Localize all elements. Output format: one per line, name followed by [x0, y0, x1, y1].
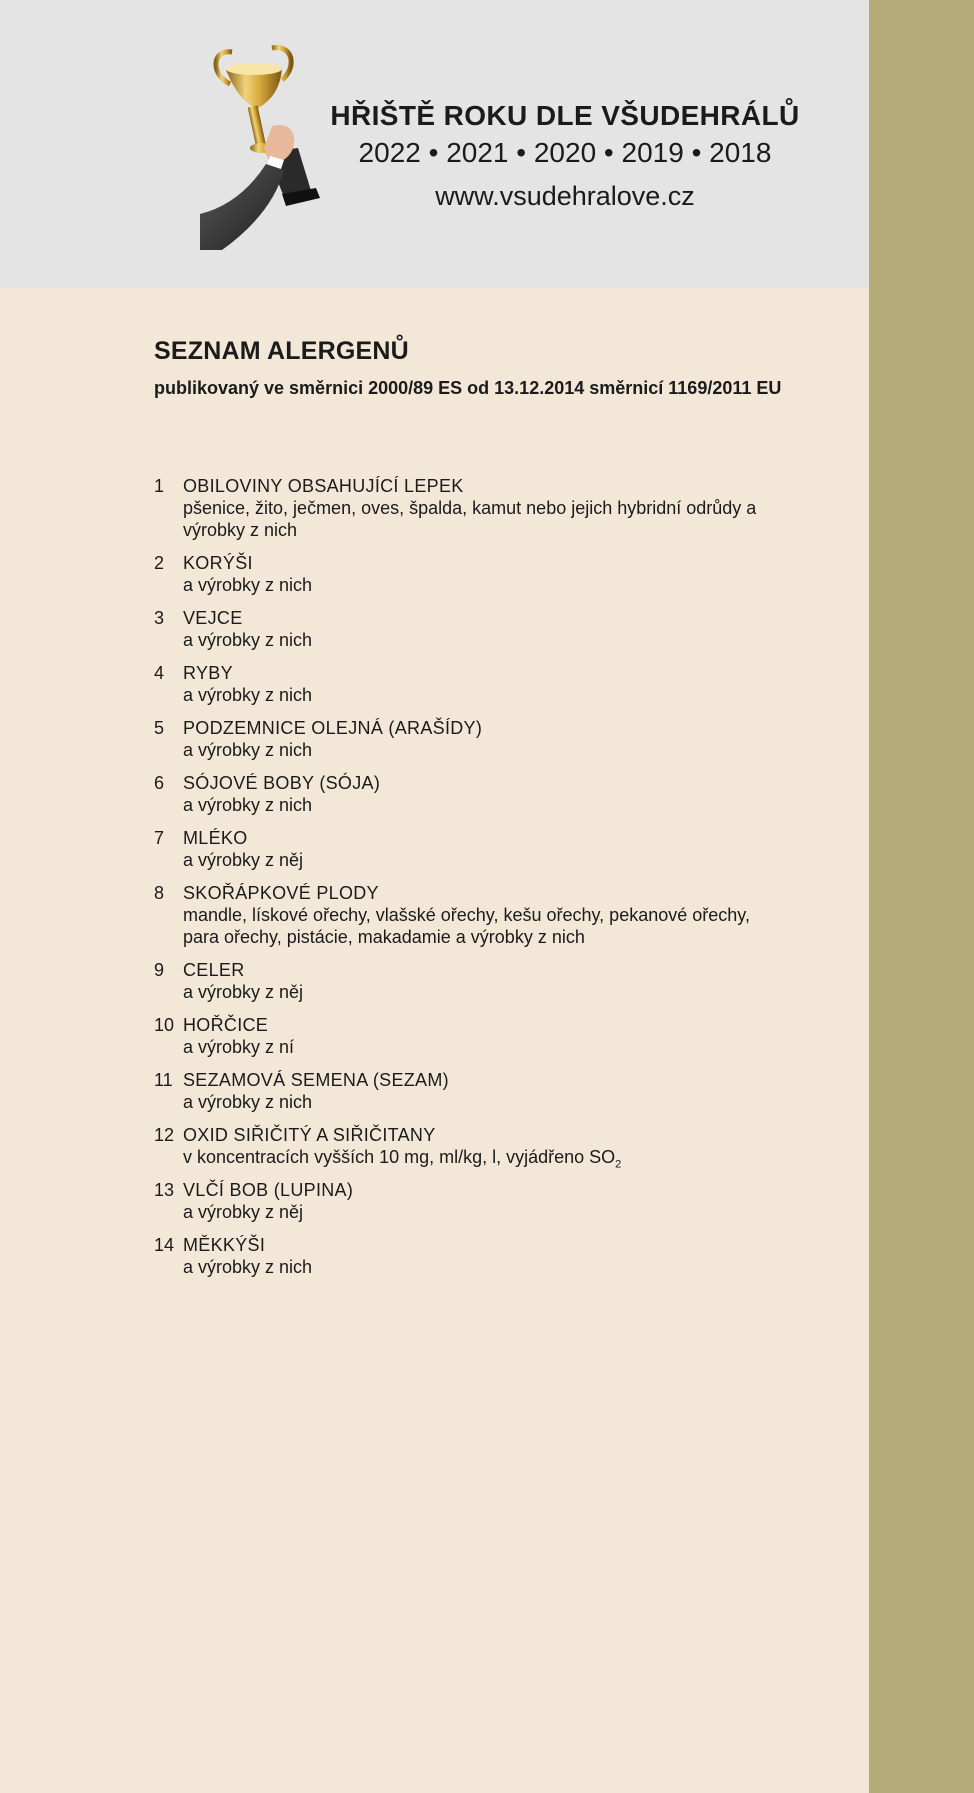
- allergen-item: [154, 1234, 854, 1278]
- allergen-name: VLČÍ BOB (LUPINA): [183, 1180, 354, 1200]
- allergen-item: [154, 607, 854, 651]
- document-title: SEZNAM ALERGENŮ: [154, 337, 409, 365]
- header-title: HŘIŠTĚ ROKU DLE VŠUDEHRÁLŮ: [330, 100, 800, 131]
- allergen-description: a výrobky z něj: [183, 850, 304, 870]
- allergen-item: [154, 772, 854, 816]
- allergen-name: VEJCE: [183, 608, 243, 628]
- allergen-item: [154, 1124, 854, 1171]
- allergen-number: 12: [154, 1125, 175, 1145]
- chemical-subscript: 2: [615, 1158, 622, 1171]
- allergen-name: HOŘČICE: [183, 1015, 269, 1035]
- allergen-item: [154, 1179, 854, 1223]
- allergen-number: 7: [154, 828, 165, 848]
- allergen-number: 10: [154, 1015, 175, 1035]
- allergen-name: PODZEMNICE OLEJNÁ (ARAŠÍDY): [183, 718, 483, 738]
- page-header: [0, 0, 869, 288]
- allergen-item: [154, 959, 854, 1003]
- allergen-number: 14: [154, 1235, 175, 1255]
- allergen-description: [183, 1146, 763, 1171]
- allergen-name: RYBY: [183, 663, 233, 683]
- allergen-item: [154, 882, 854, 948]
- allergen-description: a výrobky z nich: [183, 1257, 313, 1277]
- allergen-item: [154, 717, 854, 761]
- allergen-description: a výrobky z ní: [183, 1037, 295, 1057]
- allergen-description: pšenice, žito, ječmen, oves, špalda, kamut nebo jejich hybridní odrůdy a výrobky z nich: [183, 498, 757, 540]
- allergen-item: [154, 552, 854, 596]
- allergen-item: [154, 662, 854, 706]
- allergen-number: 6: [154, 773, 165, 793]
- allergen-item: [154, 475, 854, 541]
- allergen-number: 1: [154, 476, 165, 496]
- allergen-name: OXID SIŘIČITÝ A SIŘIČITANY: [183, 1125, 436, 1145]
- allergen-name: SÓJOVÉ BOBY (SÓJA): [183, 773, 381, 793]
- allergen-number: 9: [154, 960, 165, 980]
- allergen-number: 4: [154, 663, 165, 683]
- allergen-description: a výrobky z něj: [183, 1202, 304, 1222]
- allergen-name: CELER: [183, 960, 245, 980]
- allergen-item: [154, 827, 854, 871]
- header-years: 2022 • 2021 • 2020 • 2019 • 2018: [358, 137, 772, 168]
- document-subtitle: publikovaný ve směrnici 2000/89 ES od 13.12.2014 směrnicí 1169/2011 EU: [154, 378, 782, 398]
- allergen-description: a výrobky z nich: [183, 740, 313, 760]
- allergen-description: a výrobky z nich: [183, 795, 313, 815]
- allergen-name: MĚKKÝŠI: [183, 1235, 266, 1255]
- allergen-number: 2: [154, 553, 165, 573]
- allergen-number: 8: [154, 883, 165, 903]
- allergen-description: mandle, lískové ořechy, vlašské ořechy, kešu ořechy, pekanové ořechy, para ořechy, pistácie, makadamie a výrobky z nich: [183, 905, 750, 947]
- allergen-name: MLÉKO: [183, 828, 248, 848]
- allergen-description: a výrobky z nich: [183, 630, 313, 650]
- allergen-list: [154, 475, 854, 1278]
- allergen-name: SEZAMOVÁ SEMENA (SEZAM): [183, 1070, 449, 1090]
- allergen-number: 13: [154, 1180, 175, 1200]
- allergen-number: 11: [154, 1070, 173, 1090]
- allergen-description: a výrobky z něj: [183, 982, 304, 1002]
- header-website-url: www.vsudehralove.cz: [435, 181, 695, 211]
- allergen-number: 5: [154, 718, 165, 738]
- allergen-item: [154, 1014, 854, 1058]
- header-text-block: [320, 96, 810, 214]
- allergen-name: SKOŘÁPKOVÉ PLODY: [183, 883, 379, 903]
- allergen-document: [154, 332, 854, 1289]
- allergen-description: a výrobky z nich: [183, 1092, 313, 1112]
- allergen-description: a výrobky z nich: [183, 575, 313, 595]
- allergen-number: 3: [154, 608, 165, 628]
- allergen-description-text: v koncentracích vyšších 10 mg, ml/kg, l, vyjádřeno SO: [183, 1147, 616, 1167]
- side-decorative-band: [869, 0, 974, 1793]
- allergen-name: KORÝŠI: [183, 553, 253, 573]
- allergen-description: a výrobky z nich: [183, 685, 313, 705]
- allergen-name: OBILOVINY OBSAHUJÍCÍ LEPEK: [183, 476, 464, 496]
- allergen-item: [154, 1069, 854, 1113]
